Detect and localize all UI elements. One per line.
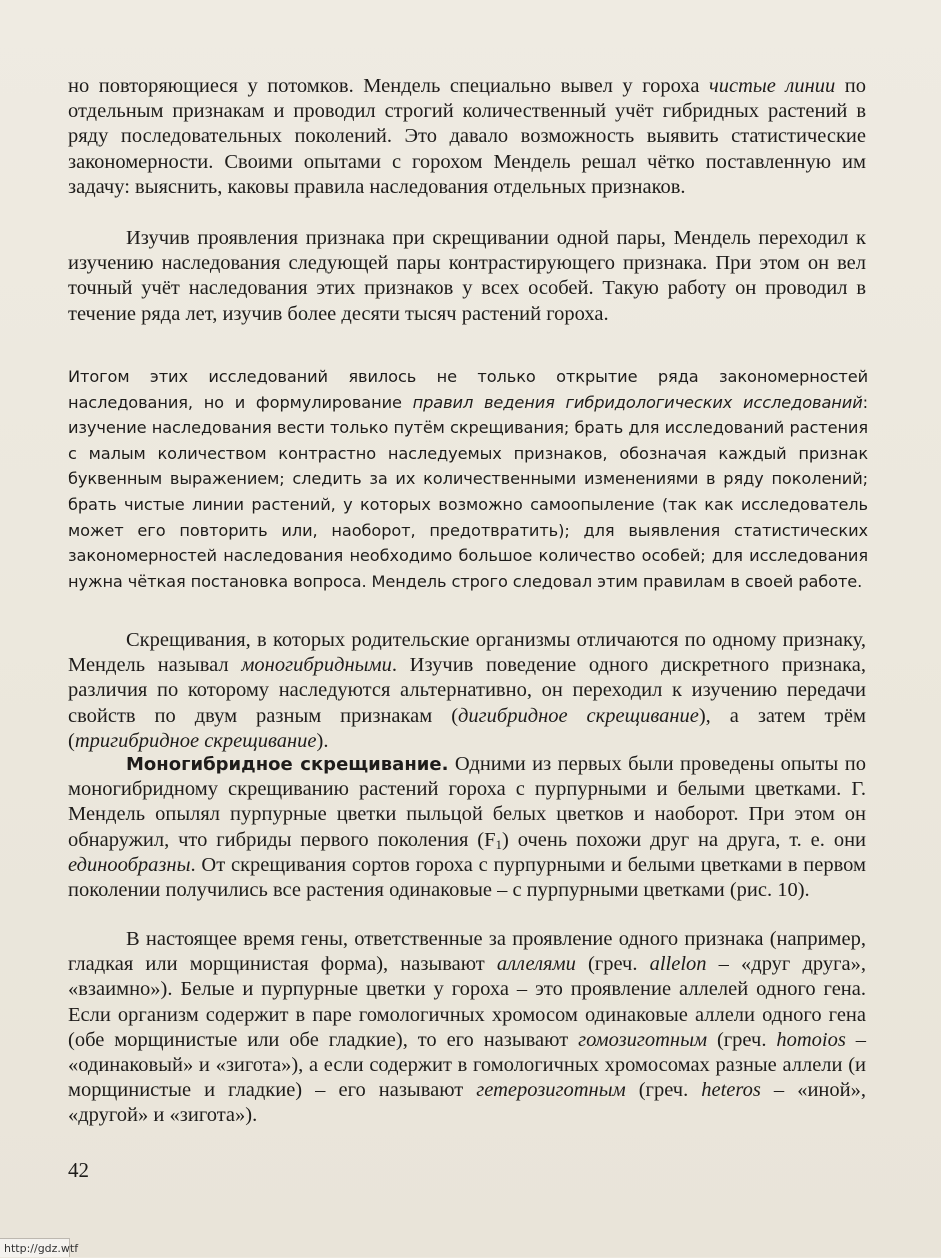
rules-block: Итогом этих исследований явилось не только открытие ряда закономерностей наследования, но и формулирование правил ведения гибридологических исследований: изучение наследования вести только путём скрещивания; брать для исследований растения с малым количеством контрастно наследуемых признаков, обозначая каждый признак буквенным выражением; следить за их количественными изменениями в ряду поколений; брать чистые линии растений, у которых возможно самоопыление (так как исследователь может его повторить или, наоборот, предотвратить); для выявления статистических закономерностей наследования необходимо большое количество особей; для исследования нужна чёткая постановка вопроса. Мендель строго следовал этим правилам в своей работе.	[68, 367, 868, 591]
paragraph-3: Скрещивания, в которых родительские организмы отличаются по одному признаку, Мендель называл моногибридными. Изучив поведение одного дискретного признака, различия по которому наследуются альтернативно, он переходил к изучению передачи свойств по двум разным признакам (дигибридное скрещивание), а затем трём (тригибридное скрещивание).	[68, 629, 867, 752]
paragraph-2: Изучив проявления признака при скрещивании одной пары, Мендель переходил к изучению наследования следующей пары контрастирующего признака. При этом он вел точный учёт наследования этих признаков у всех особей. Такую работу он проводил в течение ряда лет, изучив более десяти тысяч растений гороха.	[68, 227, 866, 325]
paragraph-4: Моногибридное скрещивание. Одними из первых были проведены опыты по моногибридному скрещиванию растений гороха с пурпурными и белыми цветками. Г. Мендель опылял пурпурные цветки пыльцой белых цветков и наоборот. При этом он обнаружил, что гибриды первого поколения $(F_1)$ очень похожи друг на друга, т. е. они единообразны. От скрещивания сортов гороха с пурпурными и белыми цветками в первом поколении получились все растения одинаковые – с пурпурными цветками (рис. 10).	[68, 753, 867, 902]
paragraph-1: но повторяющиеся у потомков. Мендель специально вывел у гороха чистые линии по отдельным признакам и проводил строгий количественный учёт гибридных растений в ряду последовательных поколений. Это давало возможность выявить статистические закономерности. Своими опытами с горохом Мендель решал чётко поставленную им задачу: выяснить, каковы правила наследования отдельных признаков.	[68, 75, 866, 198]
section-heading: Моногибридное скрещивание.	[126, 754, 449, 775]
paragraph-5: В настоящее время гены, ответственные за проявление одного признака (например, гладкая или морщинистая форма), называют аллелями (греч. allelon – «друг друга», «взаимно»). Белые и пурпурные цветки у гороха – это проявление аллелей одного гена. Если организм содержит в паре гомологичных хромосом одинаковые аллели одного гена (обе морщинистые или обе гладкие), то его называют гомозиготным (греч. homoios – «одинаковый» и «зигота»), а если содержит в гомологичных хромосомах разные аллели (и морщинистые и гладкие) – его называют гетерозиготным (греч. heteros – «иной», «другой» и «зигота»).	[68, 928, 866, 1127]
watermark-link[interactable]: http://gdz.wtf	[0, 1238, 70, 1257]
page-number: 42	[68, 1158, 89, 1182]
